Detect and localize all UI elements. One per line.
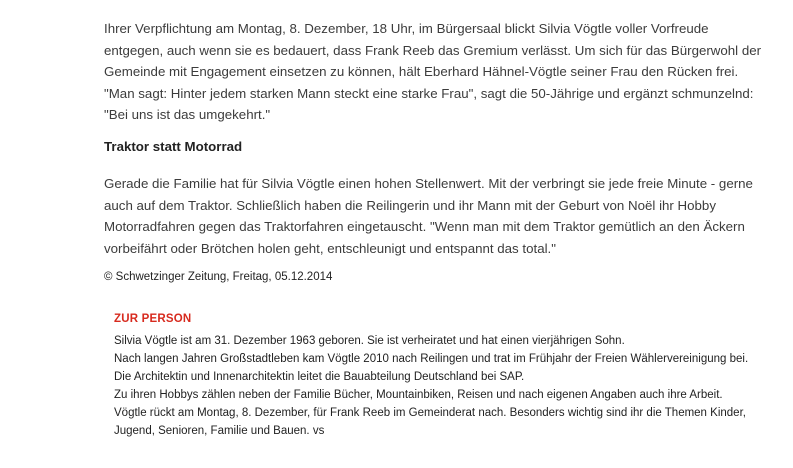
article-subheading: Traktor statt Motorrad: [104, 138, 243, 154]
zur-person-title: ZUR PERSON: [114, 313, 192, 325]
zur-person-line: Die Architektin und Innenarchitektin leitet die Bauabteilung Deutschland bei SAP.: [114, 371, 525, 383]
zur-person-line: Silvia Vögtle ist am 31. Dezember 1963 geboren. Sie ist verheiratet und hat einen vierjährigen Sohn.: [114, 335, 625, 347]
copyright-notice: © Schwetzinger Zeitung, Freitag, 05.12.2014: [104, 271, 333, 284]
zur-person-line: Vögtle rückt am Montag, 8. Dezember, für Frank Reeb im Gemeinderat nach. Besonders wichtig sind ihr die Themen Kinder,: [114, 407, 746, 419]
zur-person-line: Zu ihren Hobbys zählen neben der Familie Bücher, Mountainbiken, Reisen und nach eigenen Angaben auch ihre Arbeit.: [114, 389, 723, 401]
article-paragraph-1: Ihrer Verpflichtung am Montag, 8. Dezember, 18 Uhr, im Bürgersaal blickt Silvia Vögtle voller Vorfreude entgegen, auch wenn sie es bedauert, dass Frank Reeb das Gremium verlässt. Um sich für das Bürgerwohl der Gemeinde mit Engagement einsetzen zu können, hält Eberhard Hähnel-Vögtle seiner Frau den Rücken frei. "Man sagt: Hinter jedem starken Mann steckt eine starke Frau", sagt die 50-Jährige und ergänzt schmunzelnd: "Bei uns ist das umgekehrt.": [104, 21, 762, 123]
zur-person-line: Jugend, Senioren, Familie und Bauen. vs: [114, 425, 325, 437]
zur-person-line: Nach langen Jahren Großstadtleben kam Vögtle 2010 nach Reilingen und trat im Frühjahr der Freien Wählervereinigung bei.: [114, 353, 749, 365]
article-paragraph-2: Gerade die Familie hat für Silvia Vögtle einen hohen Stellenwert. Mit der verbringt sie jede freie Minute - gerne auch auf dem Traktor. Schließlich haben die Reilingerin und ihr Mann mit der Geburt von Noël ihr Hobby Motorradfahren gegen das Traktorfahren eingetauscht. "Wenn man mit dem Traktor gemütlich an den Äckern vorbeifährt oder Brötchen holen geht, entschleunigt und entspannt das total.": [104, 175, 753, 256]
article-body: [104, 18, 764, 285]
zur-person-box: [114, 311, 754, 440]
